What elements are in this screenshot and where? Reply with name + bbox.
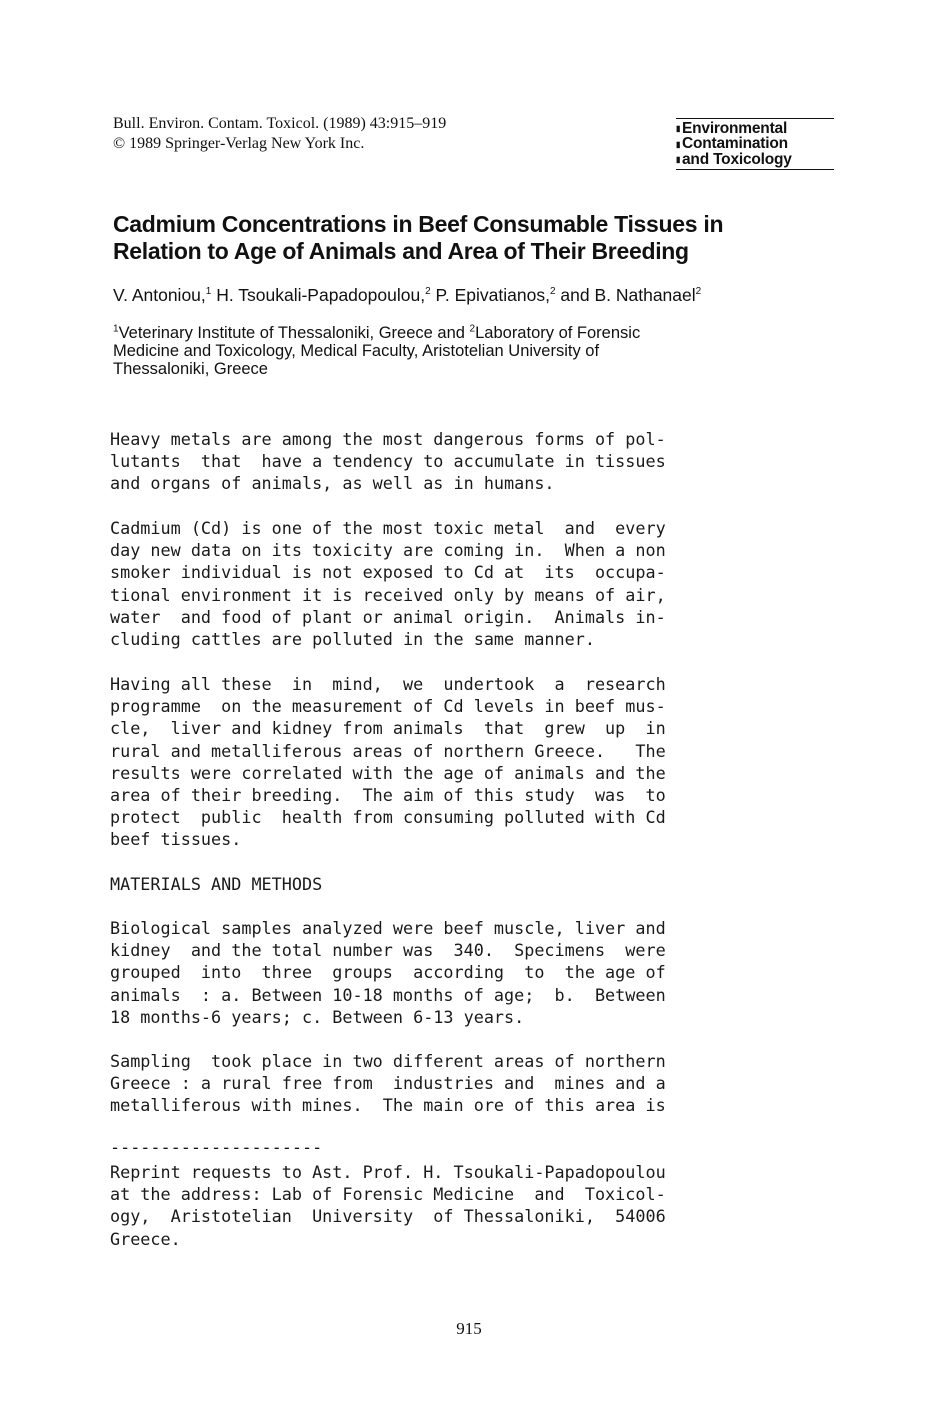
citation-header	[113, 114, 446, 154]
author-affiliation-mark: 2	[695, 286, 702, 298]
logo-mark-icon: ▮	[676, 139, 681, 149]
title-line: Relation to Age of Animals and Area of Their Breeding	[113, 238, 689, 264]
author-name: V. Antoniou,	[113, 285, 206, 305]
body-paragraph: Sampling took place in two different areas of northern Greece : a rural free from industries and mines and a metalliferous with mines. The main ore of this area is	[110, 1051, 666, 1116]
journal-logo	[676, 118, 834, 170]
logo-mark-icon: ▮	[676, 124, 681, 134]
section-heading: MATERIALS AND METHODS	[110, 874, 323, 894]
title-line: Cadmium Concentrations in Beef Consumable Tissues in	[113, 211, 724, 237]
author-name: and B. Nathanael	[555, 285, 696, 305]
body-paragraph: Biological samples analyzed were beef muscle, liver and kidney and the total number was 340. Specimens were grouped into three groups according to the age of animals : a. Between 10-18 months of age; b. Between 18 months-6 years; c. Between 6-13 years.	[110, 918, 666, 1027]
affiliation-text: Veterinary Institute of Thessaloniki, Greece and	[118, 324, 470, 342]
body-paragraph: Cadmium (Cd) is one of the most toxic metal and every day new data on its toxicity are coming in. When a non smoker individual is not exposed to Cd at its occupa- tional environment it is received only by means of air, water and food of plant or animal origin. Animals in- cluding cattles are polluted in the same manner.	[110, 518, 666, 650]
footnote-text: Reprint requests to Ast. Prof. H. Tsoukali-Papadopoulou at the address: Lab of Forensic Medicine and Toxicol- ogy, Aristotelian University of Thessaloniki, 54006 Greece.	[110, 1162, 666, 1249]
copyright-line: © 1989 Springer-Verlag New York Inc.	[113, 135, 365, 152]
logo-mark-icon: ▮	[676, 155, 681, 165]
citation-line: Bull. Environ. Contam. Toxicol. (1989) 43:915–919	[113, 115, 447, 132]
affiliation-text: Thessaloniki, Greece	[113, 360, 268, 378]
author-affiliation-mark: 2	[425, 286, 431, 298]
author-name: P. Epivatianos,	[430, 285, 550, 305]
affiliation-text: Laboratory of Forensic	[475, 324, 641, 342]
affiliation-mark: 1	[113, 323, 119, 335]
author-affiliation-mark: 2	[549, 286, 556, 298]
journal-name-line: and Toxicology	[682, 150, 792, 168]
affiliation-text: Medicine and Toxicology, Medical Faculty, Aristotelian University of	[113, 342, 600, 360]
body-paragraph: Heavy metals are among the most dangerous forms of pol- lutants that have a tendency to accumulate in tissues and organs of animals, as well as in humans.	[110, 429, 666, 494]
affiliation-mark: 2	[469, 323, 476, 335]
author-name: H. Tsoukali-Papadopoulou,	[211, 285, 426, 305]
page-number: 915	[456, 1319, 482, 1338]
body-paragraph: Having all these in mind, we undertook a research programme on the measurement of Cd levels in beef mus- cle, liver and kidney from animals that grew up in rural and metalliferous areas of northern Greece. The results were correlated with the age of animals and the area of their breeding. The aim of this study was to protect public health from consuming polluted with Cd beef tissues.	[110, 674, 666, 850]
journal-name-line: Environmental	[682, 120, 788, 137]
article-title	[113, 211, 833, 265]
author-affiliation-mark: 1	[205, 286, 212, 298]
affiliations	[113, 324, 833, 378]
journal-name-line: Contamination	[682, 135, 788, 153]
footnote-divider: ---------------------	[110, 1137, 323, 1157]
author-list	[113, 284, 701, 306]
